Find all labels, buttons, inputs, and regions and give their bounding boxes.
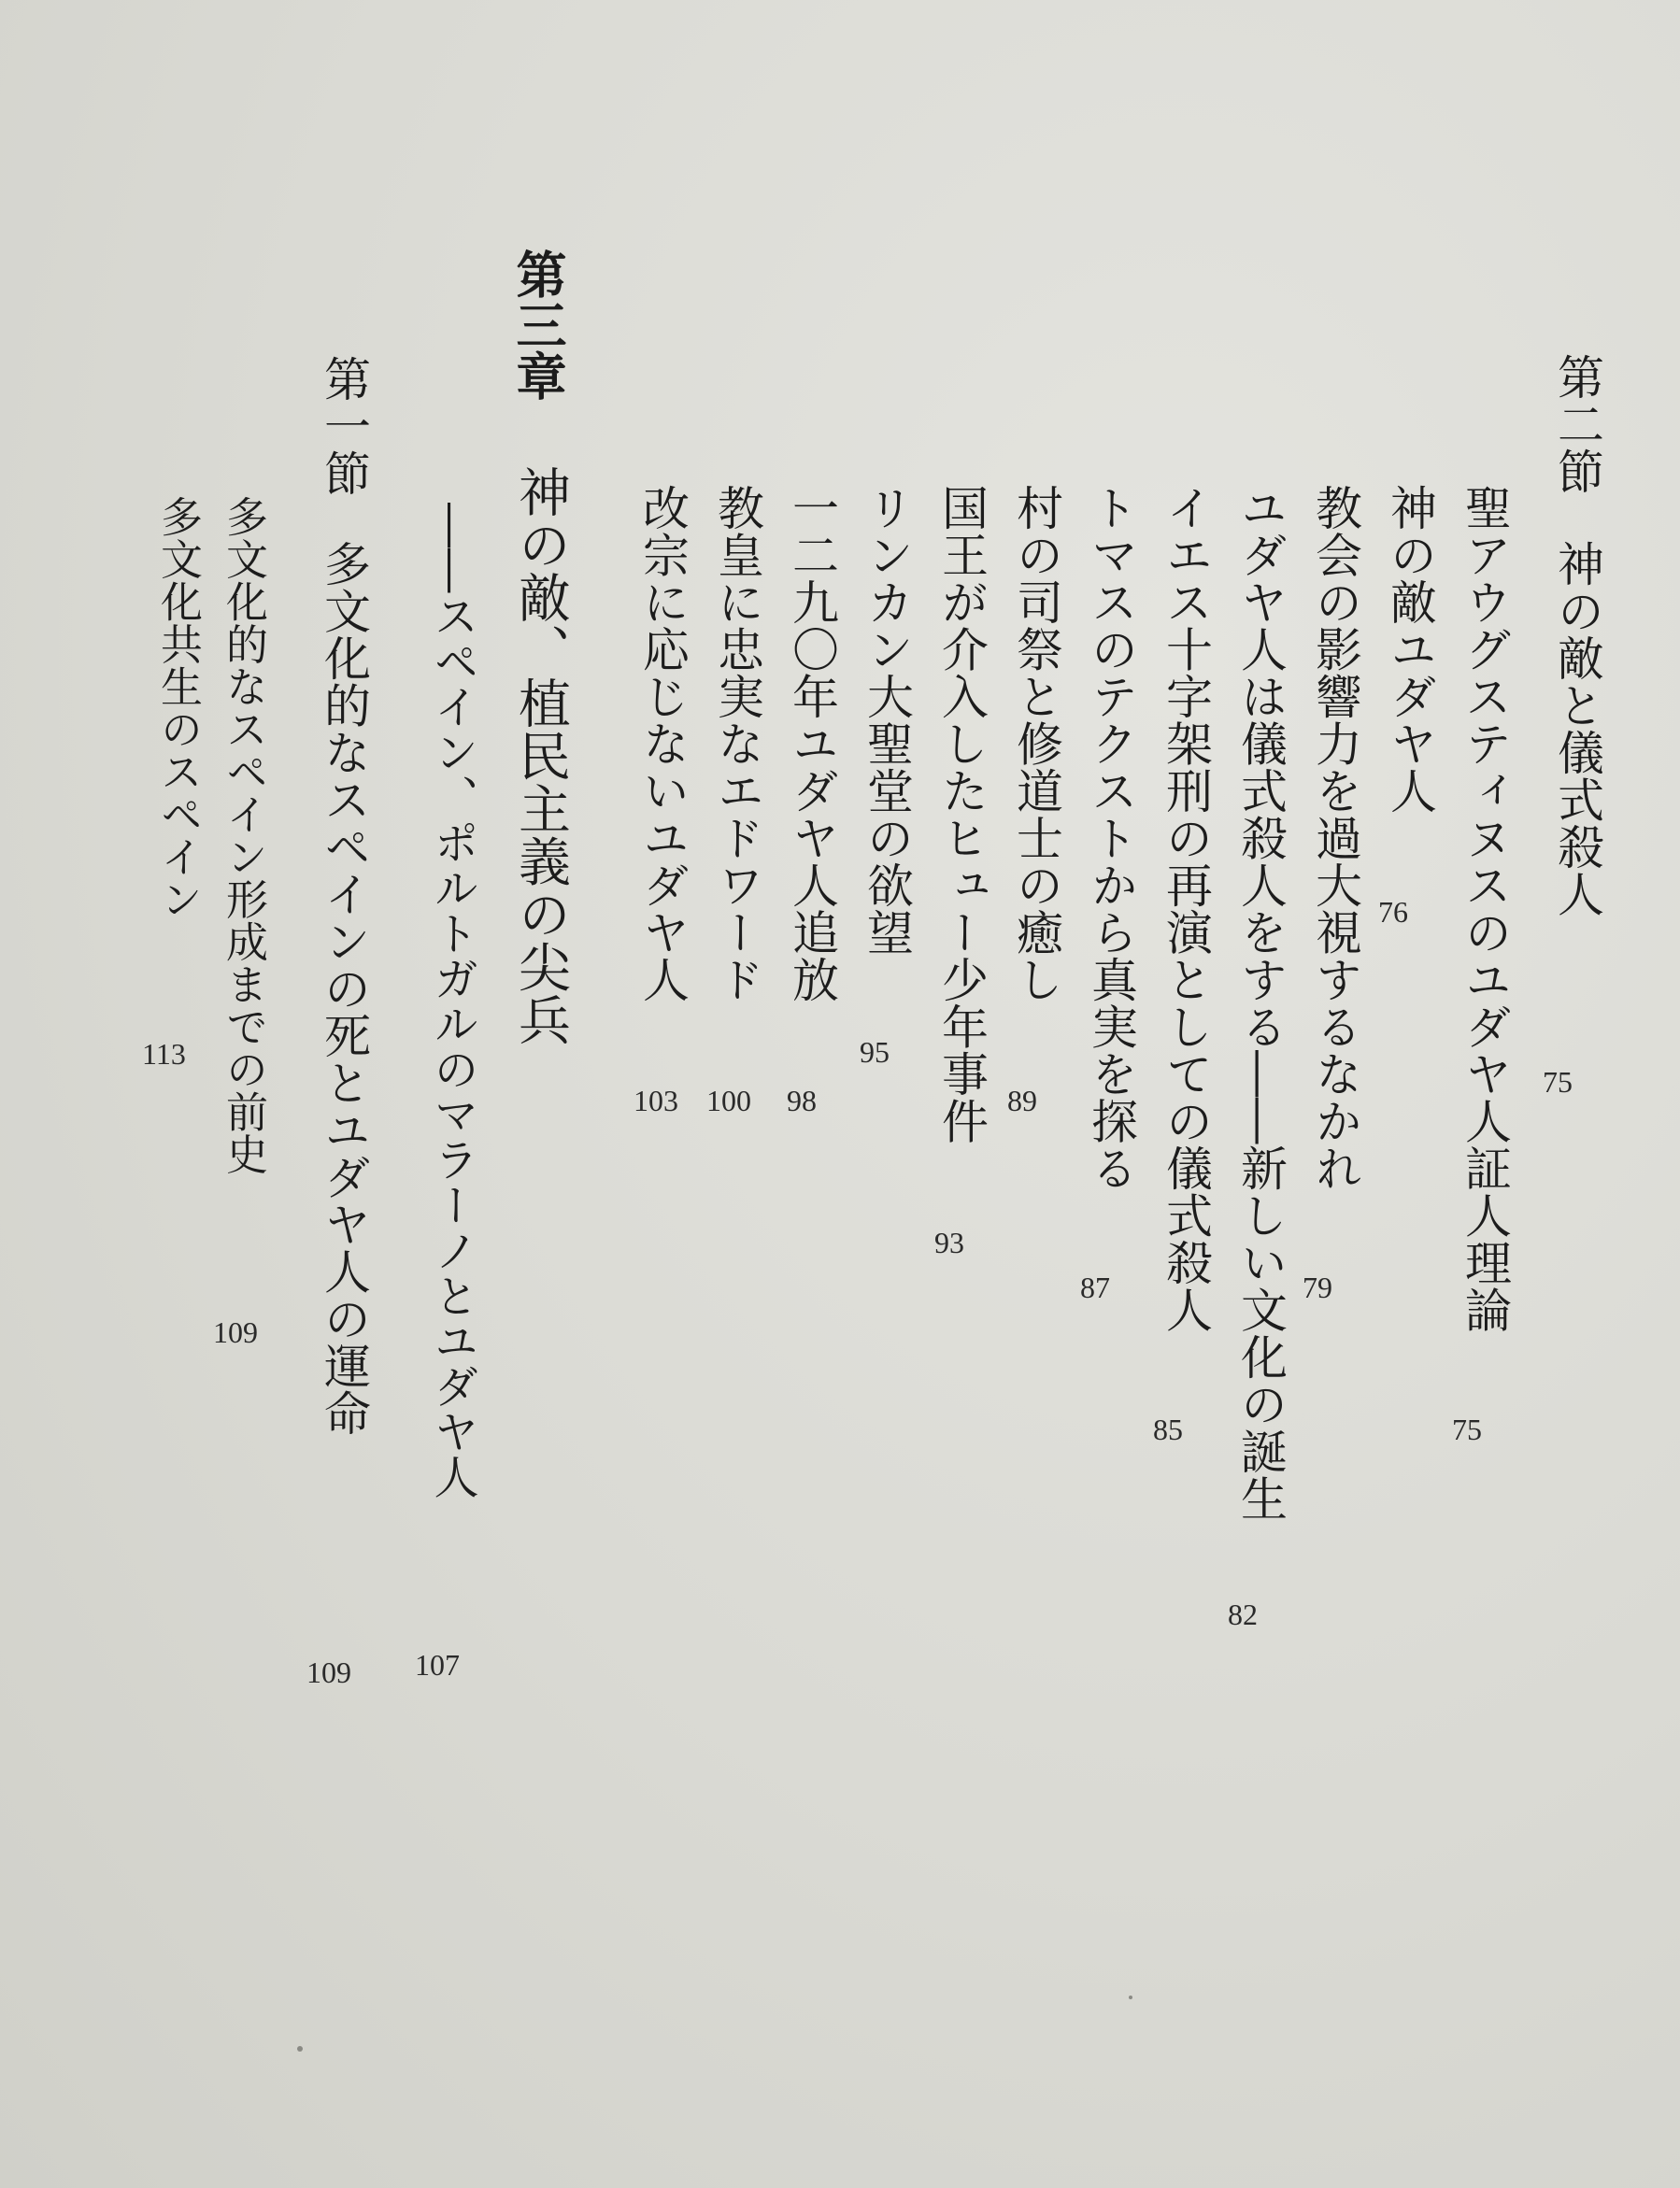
section1-title-col <box>310 540 377 1437</box>
toc-entry-text: 聖アウグスティヌスのユダヤ人証人理論 <box>1458 484 1512 1333</box>
section2-label: 第二節 <box>1550 353 1604 495</box>
section2-page: 75 <box>1543 1065 1573 1099</box>
toc-entry-text: 国王が介入したヒュー少年事件 <box>934 484 989 1144</box>
chapter3-label: 第三章 <box>508 249 568 402</box>
toc-entry-page: 85 <box>1153 1413 1183 1446</box>
toc-entry[interactable] <box>778 484 846 1003</box>
section2-title-col <box>1544 540 1611 917</box>
chapter3-title: 神の敵、植民主義の尖兵 <box>510 465 571 1046</box>
toc-entry[interactable] <box>148 495 208 920</box>
paper-speck <box>1129 1996 1132 1999</box>
toc-entry-page: 87 <box>1080 1271 1110 1304</box>
chapter3-title-col <box>503 465 577 1046</box>
toc-entry-text: 教会の影響力を過大視するなかれ <box>1308 484 1362 1192</box>
chapter3-subtitle-col <box>420 503 485 1499</box>
toc-entry-page: 113 <box>142 1037 186 1071</box>
toc-entry[interactable] <box>1152 484 1219 1333</box>
toc-entry-text: 神の敵ユダヤ人 <box>1383 484 1437 815</box>
section2-title: 神の敵と儀式殺人 <box>1550 540 1604 917</box>
toc-entry[interactable] <box>928 484 995 1144</box>
section2-heading <box>1544 353 1611 495</box>
paper-speck <box>297 2046 303 2052</box>
toc-entry[interactable] <box>1077 484 1145 1192</box>
toc-entry-page: 109 <box>213 1315 258 1349</box>
chapter3-subtitle: ――スペイン、ポルトガルのマラーノとユダヤ人 <box>426 503 478 1499</box>
toc-entry[interactable] <box>1003 484 1070 1003</box>
toc-entry-text: 一二九〇年ユダヤ人追放 <box>785 484 839 1003</box>
toc-entry-page: 79 <box>1303 1271 1332 1304</box>
chapter3-heading <box>503 249 575 402</box>
toc-entry-text: イエス十字架刑の再演としての儀式殺人 <box>1159 484 1213 1333</box>
toc-entry-page: 95 <box>860 1035 890 1069</box>
toc-entry-page: 93 <box>934 1226 964 1259</box>
toc-entry-page: 100 <box>706 1084 751 1117</box>
toc-entry[interactable] <box>1376 484 1444 815</box>
chapter3-subtitle-page: 107 <box>415 1648 460 1682</box>
section1-label: 第一節 <box>317 355 371 497</box>
toc-entry-text: 教皇に忠実なエドワード <box>710 484 764 1003</box>
section1-heading <box>310 355 377 497</box>
toc-entry-text: トマスのテクストから真実を探る <box>1084 484 1138 1192</box>
toc-entry-page: 103 <box>634 1084 678 1117</box>
toc-entry[interactable] <box>1227 484 1294 1522</box>
toc-entry-text: 改宗に応じないユダヤ人 <box>635 484 690 1003</box>
section1-title: 多文化的なスペインの死とユダヤ人の運命 <box>317 540 371 1437</box>
toc-entry-text: 多文化的なスペイン形成までの前史 <box>219 495 268 1175</box>
toc-entry-page: 98 <box>787 1084 817 1117</box>
toc-entry[interactable] <box>1451 484 1518 1333</box>
toc-entry-text: リンカン大聖堂の欲望 <box>860 484 914 956</box>
toc-entry[interactable] <box>629 484 696 1003</box>
section1-page: 109 <box>306 1655 351 1689</box>
toc-entry[interactable] <box>704 484 771 1003</box>
toc-entry[interactable] <box>853 484 920 956</box>
toc-entry[interactable] <box>213 495 274 1175</box>
toc-entry-text: 村の司祭と修道士の癒し <box>1009 484 1063 1003</box>
toc-entry-page: 76 <box>1378 895 1408 929</box>
toc-entry-page: 89 <box>1007 1084 1037 1117</box>
toc-entry-text: 多文化共生のスペイン <box>153 495 203 920</box>
toc-entry-page: 82 <box>1228 1598 1258 1631</box>
toc-entry-text: ユダヤ人は儀式殺人をする――新しい文化の誕生 <box>1233 484 1288 1522</box>
toc-entry[interactable] <box>1302 484 1369 1192</box>
toc-entry-page: 75 <box>1452 1413 1482 1446</box>
